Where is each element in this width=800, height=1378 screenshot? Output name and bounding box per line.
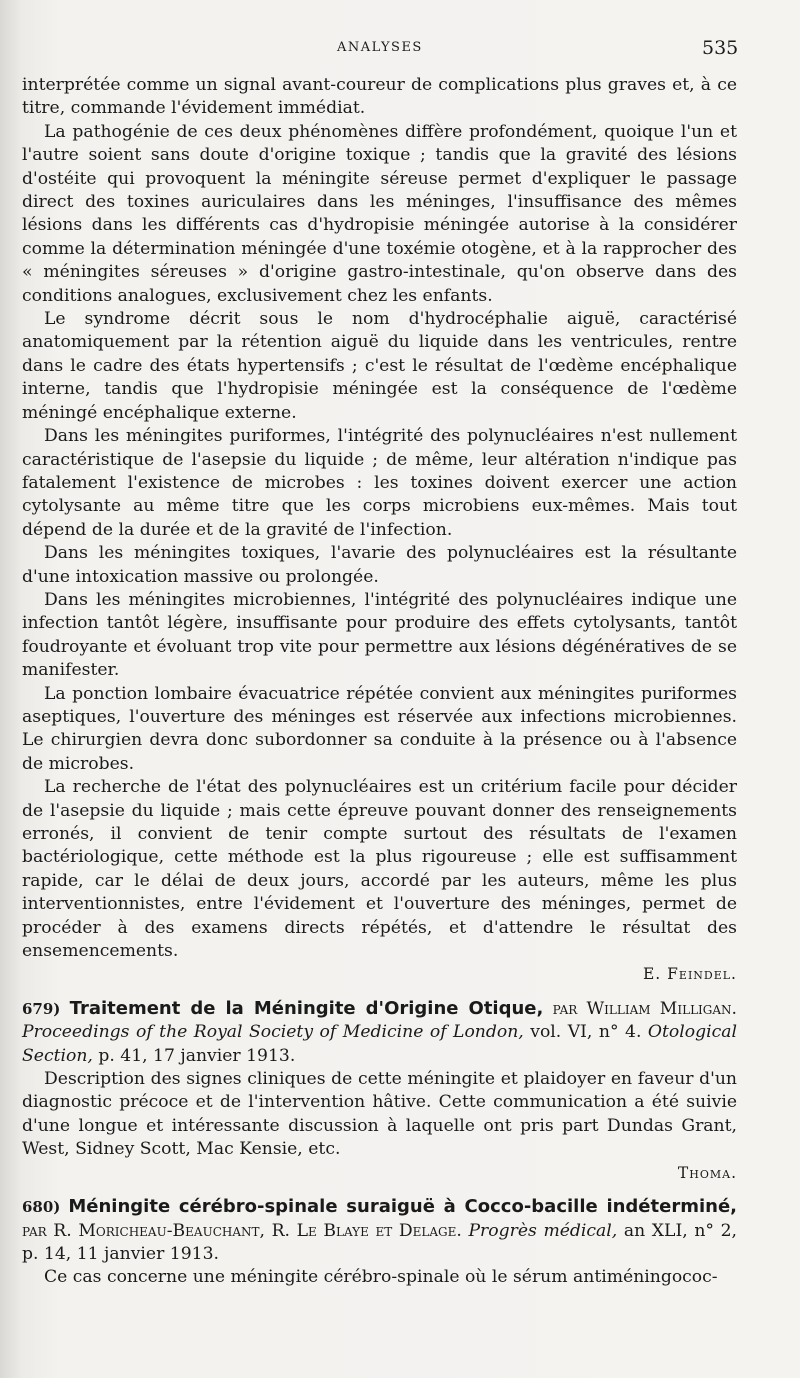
paragraph: La ponction lombaire évacuatrice répétée convient aux méningites puriformes aseptiques, l'ouverture des méninges est réservée aux infections microbiennes. Le chirurgien devra donc subordonner sa conduite à la présence ou à l'absence de microbes. [22, 683, 737, 774]
paragraph: La recherche de l'état des polynucléaires est un critérium facile pour décider de l'asepsie du liquide ; mais cette épreuve pouvant donner des renseignements erronés, il convient de tenir compte surtout des résultats de l'examen bactériologique, cette méthode est la plus rigoureuse ; elle est suffisamment rapide, car le délai de deux jours, accordé par les auteurs, même les plus interventionnistes, entre l'évidement et l'ouverture des méninges, permet de procéder à des examens directs répétés, et d'attendre le résultat des ensemencements. [22, 777, 737, 962]
entry-body: Ce cas concerne une méningite cérébro-spinale où le sérum antiméningococ- [44, 1267, 718, 1288]
entry-pages: p. 41, 17 janvier 1913. [98, 1045, 296, 1066]
entry-body: Description des signes cliniques de cette méningite et plaidoyer en faveur d'un diagnostic précoce et de l'intervention hâtive. Cette communication a été suivie d'une longue et intéressante discussion à laquelle ont pris part Dundas Grant, West, Sidney Scott, Mac Kensie, etc. [22, 1069, 737, 1160]
entry-title: Méningite cérébro-spinale suraiguë à Cocco-bacille indéterminé, [68, 1196, 737, 1218]
entry-details: vol. VI, n° 4. [530, 1022, 642, 1043]
entry-title: Traitement de la Méningite d'Origine Otique, [69, 997, 544, 1019]
entry-details: an XLI, n° 2, p. 14, 11 janvier 1913. [22, 1220, 738, 1264]
paragraph: interprétée comme un signal avant-coureur de complications plus graves et, à ce titre, commande l'évidement immédiat. [22, 75, 737, 119]
paragraph: La pathogénie de ces deux phénomènes diffère profondément, quoique l'un et l'autre soient sans doute d'origine toxique ; tandis que la gravité des lésions d'ostéite qui provoquent la méningite séreuse permet d'expliquer le passage direct des toxines auriculaires dans les méninges, l'insuffisance des mêmes lésions dans les différents cas d'hydropisie méningée autorise à la considérer comme la détermination méningée d'une toxémie otogène, et à la rapprocher des « méningites séreuses » d'origine gastro-intestinale, qu'on observe dans des conditions analogues, exclusivement chez les enfants. [22, 121, 737, 306]
entry-source: Progrès médical, [468, 1220, 618, 1241]
paragraph: Dans les méningites toxiques, l'avarie des polynucléaires est la résultante d'une intoxication massive ou prolongée. [22, 543, 737, 587]
entry-680-heading [22, 1195, 737, 1266]
signature: E. Feindel. [642, 965, 737, 984]
entry-source-section: Otological Section, [22, 1022, 737, 1066]
entry-679-heading [22, 997, 737, 1068]
page-header [0, 37, 800, 60]
page-body [22, 74, 737, 1290]
entry-authors: par R. Moricheau-Beauchant, R. Le Blaye et Delage. [22, 1220, 462, 1241]
entry-authors: par William Milligan. [552, 998, 737, 1019]
running-title: ANALYSES [337, 40, 423, 55]
entry-number: 680) [22, 1198, 61, 1217]
paragraph: Dans les méningites puriformes, l'intégrité des polynucléaires n'est nullement caractéristique de l'asepsie du liquide ; de même, leur altération n'indique pas fatalement l'existence de microbes : les toxines doivent exercer une action cytolysante au même titre que les corps microbiens eux-mêmes. Mais tout dépend de la durée et de la gravité de l'infection. [22, 426, 737, 540]
page-number: 535 [702, 37, 739, 59]
entry-number: 679) [22, 999, 61, 1018]
entry-source: Proceedings of the Royal Society of Medicine of London, [22, 1022, 524, 1043]
paragraph: Dans les méningites microbiennes, l'intégrité des polynucléaires indique une infection tantôt légère, insuffisante pour produire des effets cytolysants, tantôt foudroyante et évoluant trop vite pour permettre aux lésions dégénératives de se manifester. [22, 589, 737, 681]
signature: Thoma. [677, 1163, 737, 1182]
paragraph: Le syndrome décrit sous le nom d'hydrocéphalie aiguë, caractérisé anatomiquement par la rétention aiguë du liquide dans les ventricules, rentre dans le cadre des états hypertensifs ; c'est le résultat de l'œdème encéphalique interne, tandis que l'hydropisie méningée est la conséquence de l'œdème méningé encéphalique externe. [22, 309, 737, 423]
